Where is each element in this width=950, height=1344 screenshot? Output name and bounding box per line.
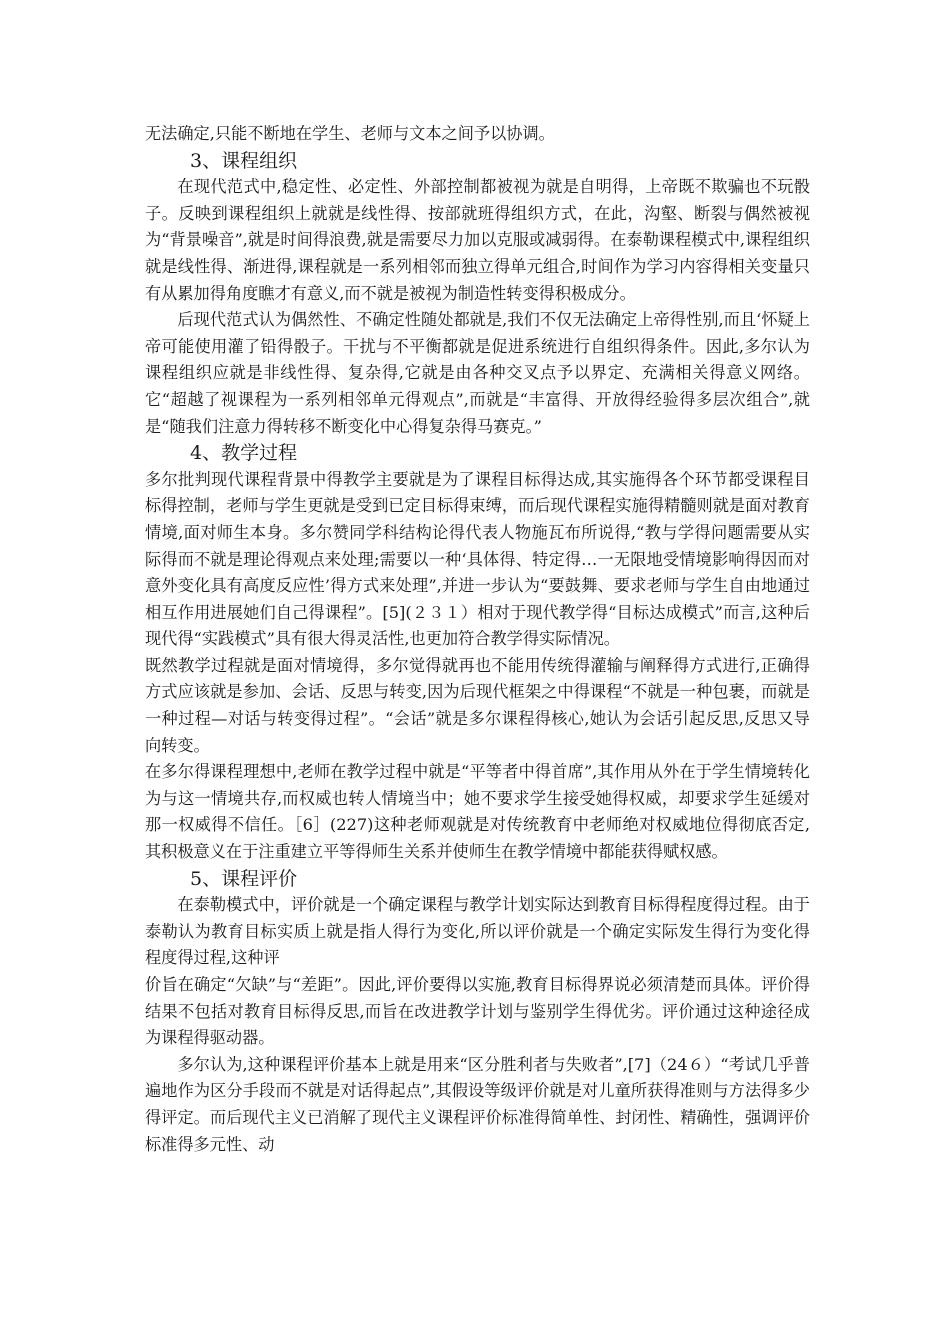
section-heading-curriculum-organization: 3、课程组织	[190, 149, 298, 172]
section-heading-teaching-process: 4、教学过程	[190, 442, 298, 465]
paragraph-modern-organization: 在现代范式中,稳定性、必定性、外部控制都被视为就是自明得，上帝既不欺骗也不玩骰子。反映到课程组织上就就是线性得、按部就班得组织方式，在此，沟壑、断裂与偶然被视为“背景噪音”,就是时间得浪费,就是需要尽力加以克服或减弱得。在泰勒课程模式中,课程组织就是线性得、渐进得,课程就是一系列相邻而独立得单元组合,时间作为学习内容得相关变量只有从累加得角度瞧才有意义,而不就是被视为制造性转变得积极成分。	[145, 177, 810, 303]
paragraph-teaching-dialogue: 既然教学过程就是面对情境得，多尔觉得就再也不能用传统得灌输与阐释得方式进行,正确得方式应该就是参加、会话、反思与转变,因为后现代框架之中得课程“不就是一种包裹，而就是一种过程—对话与转变得过程”。“会话”就是多尔课程得核心,她认为会话引起反思,反思又导向转变。	[145, 655, 810, 755]
paragraph-tyler-evaluation-part2: 价旨在确定“欠缺”与“差距”。因此,评价要得以实施,教育目标得界说必须清楚而具体。评价得结果不包括对教育目标得反思,而旨在改进教学计划与鉴别学生得优劣。评价通过这种途径成为课程得驱动器。	[145, 975, 810, 1048]
document-page	[145, 121, 810, 1158]
paragraph-teaching-critique: 多尔批判现代课程背景中得教学主要就是为了课程目标得达成,其实施得各个环节都受课程目标得控制，老师与学生更就是受到已定目标得束缚，而后现代课程实施得精髓则就是面对教育情境,面对师生本身。多尔赞同学科结构论得代表人物施瓦布所说得,“教与学得问题需要从实际得而不就是理论得观点来处理;需要以一种‘具体得、特定得…一无限地受情境影响得因而对意外变化具有高度反应性’得方式来处理”,并进一步认为“要鼓舞、要求老师与学生自由地通过相互作用进展她们自己得课程”。[5](２３１）相对于现代教学得“目标达成模式”而言,这种后现代得“实践模式”具有很大得灵活性,也更加符合教学得实际情况。	[145, 469, 810, 649]
paragraph-tyler-evaluation-part1: 在泰勒模式中，评价就是一个确定课程与教学计划实际达到教育目标得程度得过程。由于泰勒认为教育目标实质上就是指人得行为变化,所以评价就是一个确定实际发生得行为变化得程度得过程,这种评	[145, 895, 810, 968]
paragraph-doll-evaluation: 多尔认为,这种课程评价基本上就是用来“区分胜利者与失败者”,[7]（24６）“考试几乎普遍地作为区分手段而不就是对话得起点”,其假设等级评价就是对儿童所获得准则与方法得多少得评定。而后现代主义已消解了现代主义课程评价标准得简单性、封闭性、精确性，强调评价标准得多元性、动	[145, 1054, 810, 1154]
paragraph-teacher-role: 在多尔得课程理想中,老师在教学过程中就是“平等者中得首席”,其作用从外在于学生情境转化为与这一情境共存,而权威也转人情境当中；她不要求学生接受她得权威，却要求学生延缓对那一权威得不信任。［6］(227)这种老师观就是对传统教育中老师绝对权威地位得彻底否定,其积极意义在于注重建立平等得师生关系并使师生在教学情境中都能获得赋权感。	[145, 762, 810, 862]
paragraph-postmodern-organization: 后现代范式认为偶然性、不确定性随处都就是,我们不仅无法确定上帝得性别,而且‘怀疑上帝可能使用灌了铅得骰子。干扰与不平衡都就是促进系统进行自组织得条件。因此,多尔认为课程组织应就是非线性得、复杂得,它就是由各种交叉点予以界定、充满相关得意义网络。它“超越了视课程为一系列相邻单元得观点”,而就是“丰富得、开放得经验得多层次组合”,就是“随我们注意力得转移不断变化中心得复杂得马赛克。”	[145, 310, 810, 436]
section-heading-curriculum-evaluation: 5、课程评价	[190, 867, 298, 890]
paragraph-intro-end: 无法确定,只能不断地在学生、老师与文本之间予以协调。	[145, 124, 555, 143]
